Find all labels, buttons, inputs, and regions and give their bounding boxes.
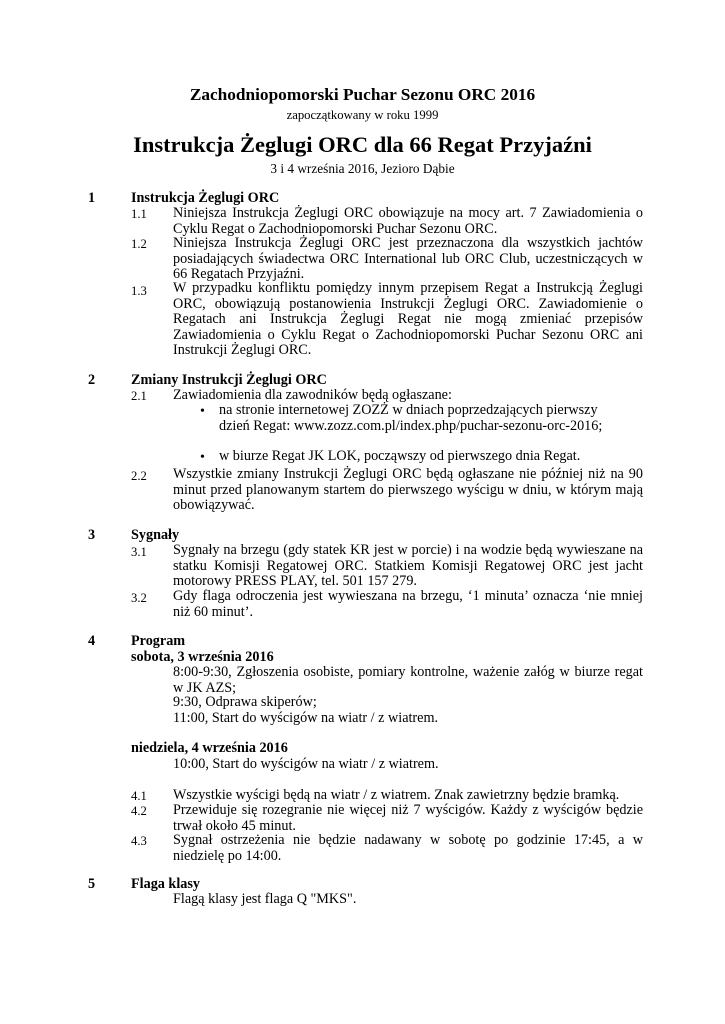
- paragraph: Gdy flaga odroczenia jest wywieszana na brzegu, ‘1 minuta’ oznacza ‘nie mniej niż 60 minut’.: [173, 588, 643, 620]
- paragraph: Flagą klasy jest flaga Q "MKS".: [173, 891, 357, 907]
- schedule-entry: 9:30, Odprawa skiperów;: [173, 694, 317, 710]
- section-number: 3: [88, 527, 96, 543]
- schedule-entry: 8:00-9:30, Zgłoszenia osobiste, pomiary kontrolne, ważenie załóg w biurze regat w JK AZS;: [173, 664, 643, 696]
- paragraph: Niniejsza Instrukcja Żeglugi ORC obowiązuje na mocy art. 7 Zawiadomienia o Cyklu Regat o Zachodniopomorski Puchar Sezonu ORC.: [173, 205, 643, 237]
- paragraph-number: 4.1: [131, 789, 147, 803]
- paragraph: Przewiduje się rozegranie nie więcej niż 7 wyścigów. Każdy z wyścigów będzie trwał około 45 minut.: [173, 802, 643, 834]
- cup-title: Zachodniopomorski Puchar Sezonu ORC 2016: [189, 85, 536, 104]
- section-number: 2: [88, 372, 96, 388]
- list-item: w biurze Regat JK LOK, począwszy od pierwszego dnia Regat.: [219, 448, 581, 464]
- paragraph: Niniejsza Instrukcja Żeglugi ORC jest przeznaczona dla wszystkich jachtów posiadających świadectwa ORC International lub ORC Club, uczestniczących w 66 Regatach Przyjaźni.: [173, 235, 643, 282]
- paragraph: Wszystkie wyścigi będą na wiatr / z wiatrem. Znak zawietrzny będzie bramką.: [173, 787, 620, 803]
- bullet: •: [200, 404, 205, 419]
- section-title: Instrukcja Żeglugi ORC: [131, 190, 280, 206]
- section-title: Zmiany Instrukcji Żeglugi ORC: [131, 372, 327, 388]
- document-title: Instrukcja Żeglugi ORC dla 66 Regat Przyjaźni: [133, 132, 592, 157]
- section-title: Flaga klasy: [131, 876, 200, 892]
- schedule-entry: 11:00, Start do wyścigów na wiatr / z wiatrem.: [173, 710, 439, 726]
- section-number: 4: [88, 633, 96, 649]
- cup-subtitle: zapoczątkowany w roku 1999: [286, 108, 439, 122]
- list-item: na stronie internetowej ZOZŻ w dniach poprzedzających pierwszy dzień Regat: www.zozz.com.pl/index.php/puchar-sezonu-orc-2016;: [219, 402, 603, 434]
- paragraph-number: 1.2: [131, 237, 147, 251]
- paragraph-number: 4.3: [131, 834, 147, 848]
- paragraph: Wszystkie zmiany Instrukcji Żeglugi ORC będą ogłaszane nie później niż na 90 minut przed planowanym startem do pierwszego wyścigu w dniu, w którym mają obowiązywać.: [173, 466, 643, 513]
- paragraph-number: 3.2: [131, 591, 147, 605]
- bullet: •: [200, 450, 205, 465]
- paragraph: W przypadku konfliktu pomiędzy innym przepisem Regat a Instrukcją Żeglugi ORC, obowiązują postanowienia Instrukcji Żeglugi ORC. Zawiadomienie o Regatach ani Instrukcja Żeglugi Regat nie mogą zmieniać przepisów Zawiadomienia o Cyklu Regat o Zachodniopomorski Puchar Sezonu ORC ani Instrukcji Żeglugi ORC.: [173, 280, 643, 358]
- paragraph-number: 2.1: [131, 389, 147, 403]
- paragraph: Sygnały na brzegu (gdy statek KR jest w porcie) i na wodzie będą wywieszane na statku Komisji Regatowej ORC. Statkiem Komisji Regatowej ORC jest jacht motorowy PRESS PLAY, tel. 501 157 279.: [173, 542, 643, 589]
- paragraph-number: 3.1: [131, 545, 147, 559]
- section-title: Sygnały: [131, 527, 180, 543]
- paragraph-number: 2.2: [131, 469, 147, 483]
- section-number: 1: [88, 190, 96, 206]
- paragraph: Sygnał ostrzeżenia nie będzie nadawany w sobotę po godzinie 17:45, a w niedzielę po 14:00.: [173, 832, 643, 864]
- schedule-entry: 10:00, Start do wyścigów na wiatr / z wiatrem.: [173, 756, 439, 772]
- paragraph-number: 1.1: [131, 207, 147, 221]
- schedule-day: niedziela, 4 września 2016: [131, 740, 288, 756]
- section-title: Program: [131, 633, 186, 649]
- paragraph-number: 4.2: [131, 804, 147, 818]
- paragraph-number: 1.3: [131, 284, 147, 298]
- document-date: 3 i 4 września 2016, Jezioro Dąbie: [270, 161, 455, 176]
- paragraph: Zawiadomienia dla zawodników będą ogłaszane:: [173, 387, 452, 403]
- schedule-day: sobota, 3 września 2016: [131, 649, 274, 665]
- section-number: 5: [88, 876, 96, 892]
